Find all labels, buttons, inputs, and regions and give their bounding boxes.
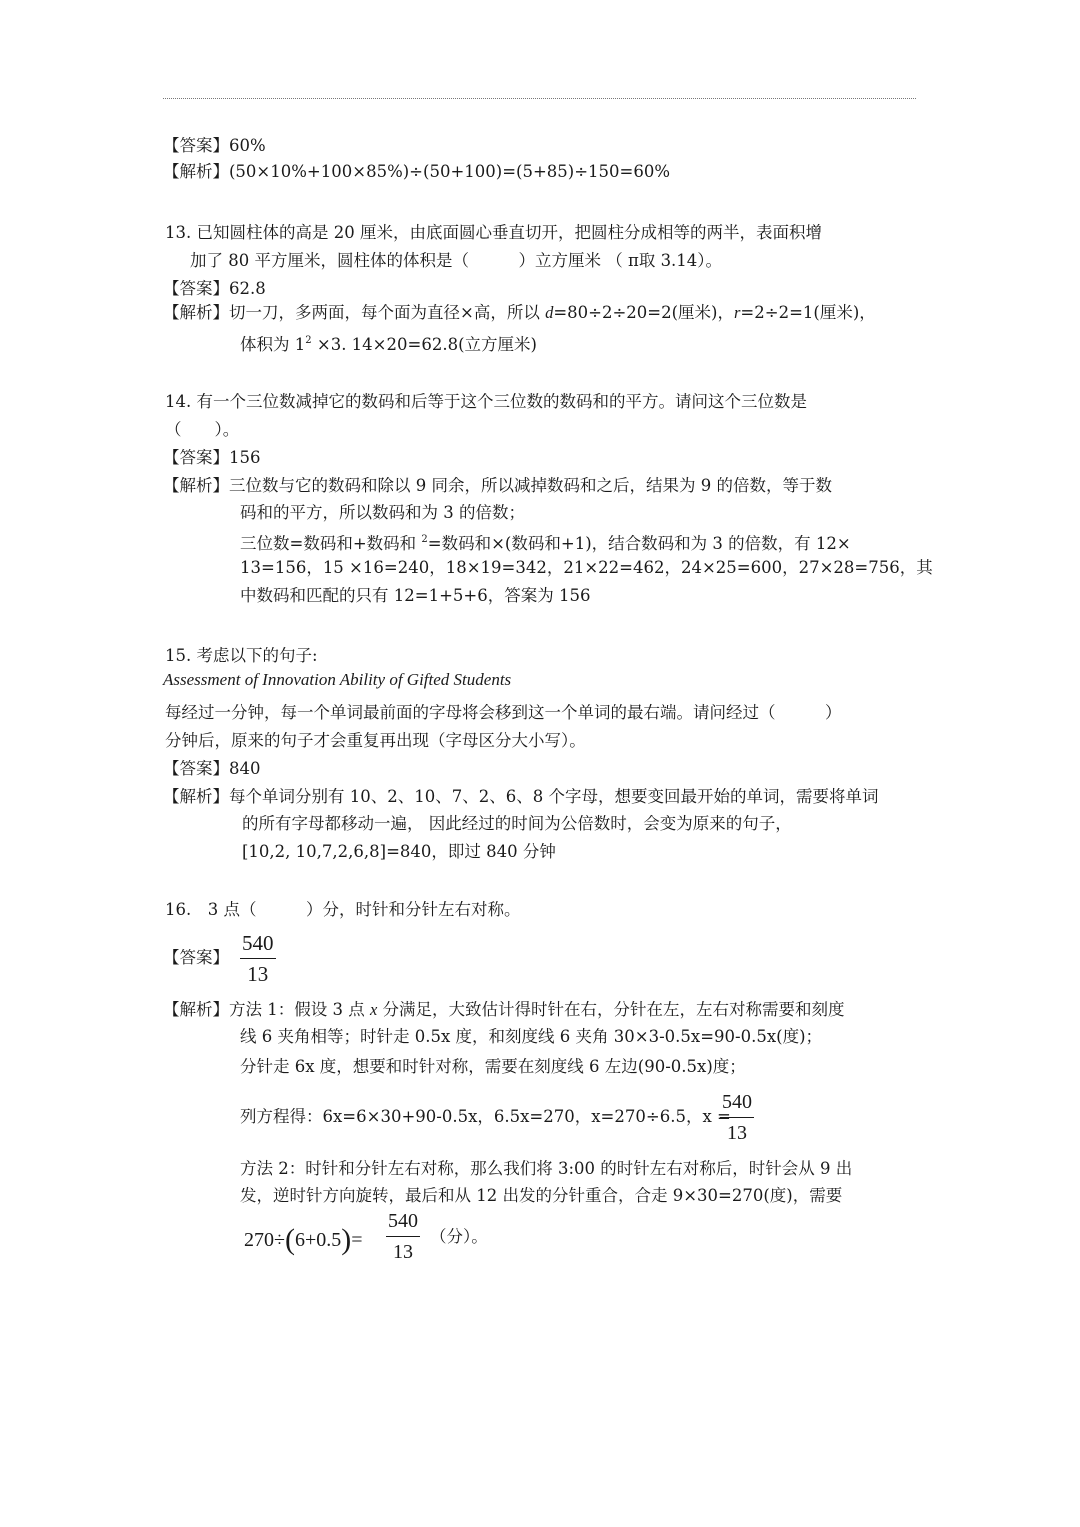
q15-question-line1: 15. 考虑以下的句子: (165, 646, 318, 665)
q15-analysis-line3: [10,2, 10,7,2,6,8]=840，即过 840 分钟 (242, 842, 556, 861)
q14-question-line1: 14. 有一个三位数减掉它的数码和后等于这个三位数的数码和的平方。请问这个三位数是 (165, 392, 807, 411)
q15-analysis: 【解析】每个单词分别有 10、2、10、7、2、6、8 个字母，想要变回最开始的单词，需要将单词 (163, 787, 879, 806)
q14-question-line2: （ ）。 (165, 420, 240, 439)
q13-answer: 【答案】62.8 (163, 279, 266, 298)
q16-method1-fraction (720, 1089, 754, 1146)
fraction-numerator: 540 (242, 931, 274, 955)
q14-answer: 【答案】156 (163, 448, 261, 467)
q16-method1-line3: 分针走 6x 度，想要和时针对称，需要在刻度线 6 左边(90-0.5x)度； (240, 1057, 746, 1076)
q16-answer-fraction (240, 930, 276, 987)
fraction-bar (240, 958, 276, 959)
q14-analysis-line5: 中数码和匹配的只有 12=1+5+6，答案为 156 (240, 586, 591, 605)
q16-method2-unit: （分）。 (430, 1227, 488, 1246)
q16-method2-line1: 方法 2：时针和分针左右对称，那么我们将 3:00 的时针左右对称后，时针会从 9 出 (240, 1159, 853, 1178)
fraction-denominator: 13 (247, 962, 269, 986)
q16-analysis: 【解析】方法 1：假设 3 点 x 分满足，大致估计得时针在右，分针在左，左右对称需要和刻度 (163, 1000, 845, 1019)
q15-question-line4: 分钟后，原来的句子才会重复再出现（字母区分大小写）。 (165, 731, 586, 750)
q15-sentence: Assessment of Innovation Ability of Gifted Students (163, 670, 512, 689)
q16-method1-line2: 线 6 夹角相等；时针走 0.5x 度，和刻度线 6 夹角 30×3-0.5x=90-0.5x(度)； (240, 1027, 823, 1046)
q13-analysis: 【解析】切一刀，多两面，每个面为直径×高，所以 d=80÷2÷20=2(厘米)，r=2÷2=1(厘米)， (163, 303, 876, 322)
q14-analysis-line2: 码和的平方，所以数码和为 3 的倍数； (240, 503, 525, 522)
q15-analysis-line2: 的所有字母都移动一遍， 因此经过的时间为公倍数时，会变为原来的句子， (242, 814, 792, 833)
q15-answer: 【答案】840 (163, 759, 261, 778)
fraction-numerator: 540 (388, 1210, 418, 1232)
q16-answer-label: 【答案】 (163, 948, 229, 967)
fraction-denominator: 13 (727, 1122, 747, 1144)
q16-method2-fraction (386, 1208, 420, 1265)
q13-analysis-line2: 体积为 $1^2 \times 3$. 14×20=62.8(立方厘米) (240, 335, 537, 354)
q12-analysis: 【解析】(50×10%+100×85%)÷(50+100)=(5+85)÷150=60% (163, 162, 671, 181)
header-rule (163, 98, 916, 99)
q14-analysis-line4: 13=156，15 ×16=240，18×19=342，21×22=462，24×25=600，27×28=756，其 (240, 558, 933, 577)
q13-question-line2: 加了 80 平方厘米，圆柱体的体积是（ ）立方厘米 （ π取 3.14）。 (190, 251, 723, 270)
q16-method2-line2: 发，逆时针方向旋转，最后和从 12 出发的分针重合，合走 9×30=270(度)，需要 (240, 1186, 843, 1205)
q16-method2-expression: 270÷(6+0.5)= (244, 1223, 363, 1256)
q16-method1-equation: 列方程得：6x=6×30+90-0.5x，6.5x=270，x=270÷6.5，x = (240, 1107, 731, 1126)
fraction-bar (386, 1236, 420, 1237)
fraction-denominator: 13 (393, 1241, 413, 1263)
q12-answer: 【答案】60% (163, 136, 266, 155)
q14-analysis-line3: 三位数=数码和+数码和 $^2$=数码和×(数码和+1)，结合数码和为 3 的倍数，有 12× (240, 534, 851, 553)
q16-question: 16. 3 点（ ）分，时针和分针左右对称。 (165, 900, 521, 919)
q13-question-line1: 13. 已知圆柱体的高是 20 厘米，由底面圆心垂直切开，把圆柱分成相等的两半，表面积增 (165, 223, 822, 242)
q15-question-line3: 每经过一分钟，每一个单词最前面的字母将会移到这一个单词的最右端。请问经过（ ） (165, 703, 842, 722)
fraction-bar (720, 1117, 754, 1118)
q14-analysis: 【解析】三位数与它的数码和除以 9 同余，所以减掉数码和之后，结果为 9 的倍数，等于数 (163, 476, 832, 495)
fraction-numerator: 540 (722, 1091, 752, 1113)
